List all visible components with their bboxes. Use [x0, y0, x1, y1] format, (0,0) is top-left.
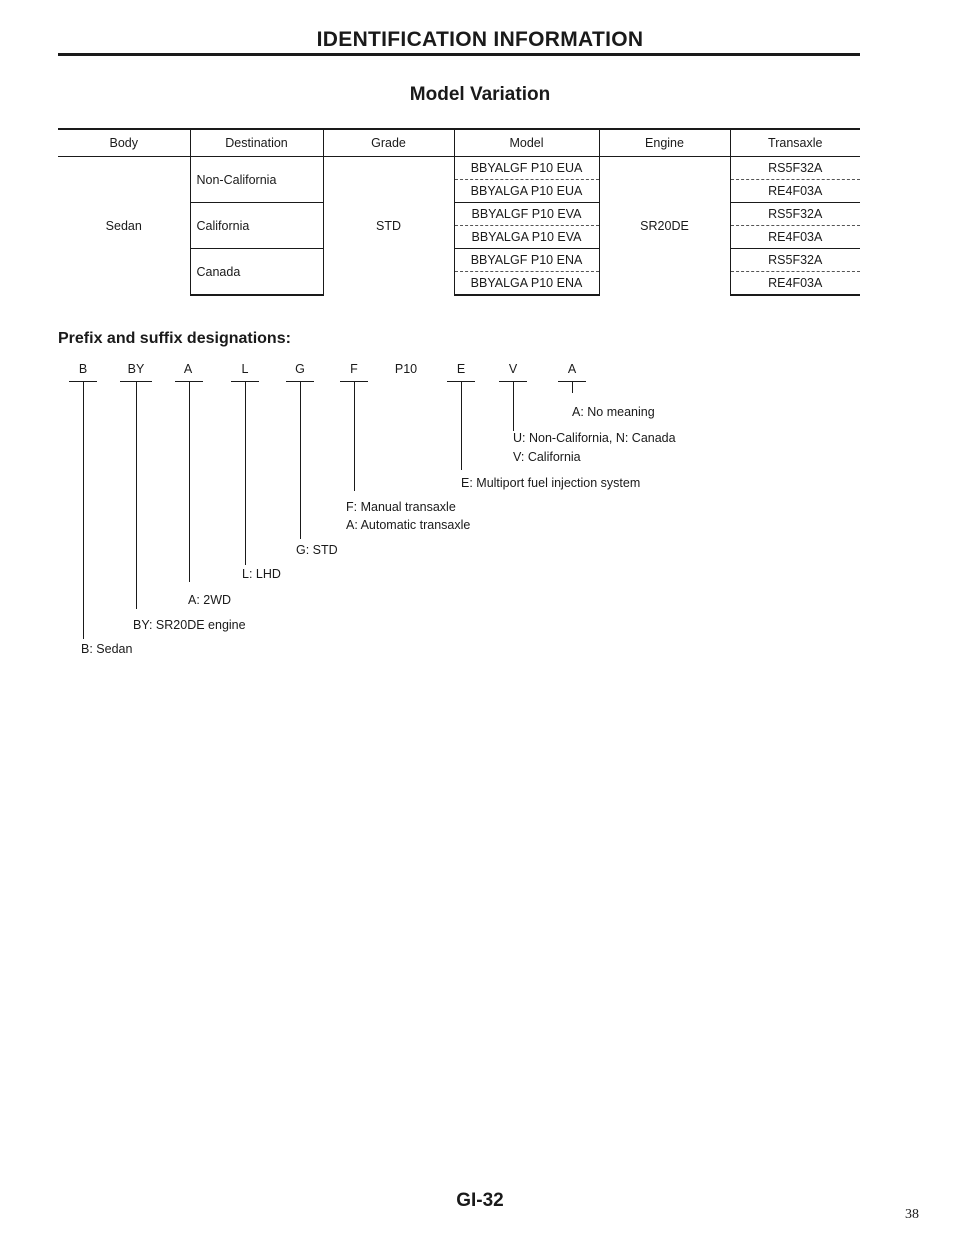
destination-cell: California: [190, 203, 323, 249]
destination-cell: Non-California: [190, 157, 323, 203]
transaxle-cell: RE4F03A: [730, 272, 860, 296]
model-cell: BBYALGF P10 EVA: [454, 203, 599, 226]
leader-g: [300, 381, 301, 539]
header-transaxle: Transaxle: [730, 129, 860, 157]
page-code: GI-32: [456, 1190, 504, 1211]
header-model: Model: [454, 129, 599, 157]
code-l: L: [241, 362, 249, 376]
label-a-auto: A: Automatic transaxle: [346, 518, 471, 532]
label-f: F: Manual transaxle: [346, 500, 456, 514]
code-e: E: [456, 362, 466, 376]
transaxle-cell: RS5F32A: [730, 249, 860, 272]
model-variation-table: [58, 128, 860, 296]
header-engine: Engine: [599, 129, 730, 157]
model-cell: BBYALGF P10 ENA: [454, 249, 599, 272]
code-p10: P10: [394, 362, 418, 376]
code-by: BY: [127, 362, 145, 376]
section-title: IDENTIFICATION INFORMATION: [316, 28, 644, 51]
table-row: [58, 157, 860, 180]
model-cell: BBYALGA P10 EVA: [454, 226, 599, 249]
label-v: V: California: [513, 450, 581, 464]
transaxle-cell: RS5F32A: [730, 203, 860, 226]
code-f: F: [350, 362, 358, 376]
leader-a: [189, 381, 190, 582]
transaxle-cell: RE4F03A: [730, 180, 860, 203]
label-l: L: LHD: [242, 567, 281, 581]
code-a-suffix: A: [567, 362, 577, 376]
leader-b: [83, 381, 84, 639]
label-a-2wd: A: 2WD: [188, 593, 232, 607]
table-header-row: [58, 129, 860, 157]
model-cell: BBYALGF P10 EUA: [454, 157, 599, 180]
label-by: BY: SR20DE engine: [133, 618, 246, 632]
model-cell: BBYALGA P10 ENA: [454, 272, 599, 296]
code-b: B: [78, 362, 88, 376]
leader-f: [354, 381, 355, 491]
code-a: A: [183, 362, 193, 376]
leader-e: [461, 381, 462, 470]
code-g: G: [295, 362, 305, 376]
grade-cell: STD: [323, 157, 454, 296]
body-cell: Sedan: [105, 219, 142, 233]
engine-cell: SR20DE: [599, 157, 730, 296]
page-heading: Model Variation: [409, 84, 551, 105]
leader-by: [136, 381, 137, 609]
model-cell: BBYALGA P10 EUA: [454, 180, 599, 203]
prefix-suffix-title: Prefix and suffix designations:: [58, 330, 291, 347]
header-body: Body: [58, 129, 190, 157]
leader-v: [513, 381, 514, 431]
transaxle-cell: RS5F32A: [730, 157, 860, 180]
transaxle-cell: RE4F03A: [730, 226, 860, 249]
code-v: V: [508, 362, 518, 376]
label-b: B: Sedan: [81, 642, 133, 656]
header-rule: [58, 53, 860, 56]
destination-cell: Canada: [190, 249, 323, 296]
label-g: G: STD: [296, 543, 338, 557]
leader-l: [245, 381, 246, 565]
header-grade: Grade: [323, 129, 454, 157]
header-destination: Destination: [190, 129, 323, 157]
label-a-no-meaning: A: No meaning: [572, 405, 655, 419]
page-number: 38: [905, 1207, 919, 1222]
leader-a-suffix: [572, 381, 573, 393]
label-e: E: Multiport fuel injection system: [461, 476, 641, 490]
label-u-n: U: Non-California, N: Canada: [513, 431, 676, 445]
